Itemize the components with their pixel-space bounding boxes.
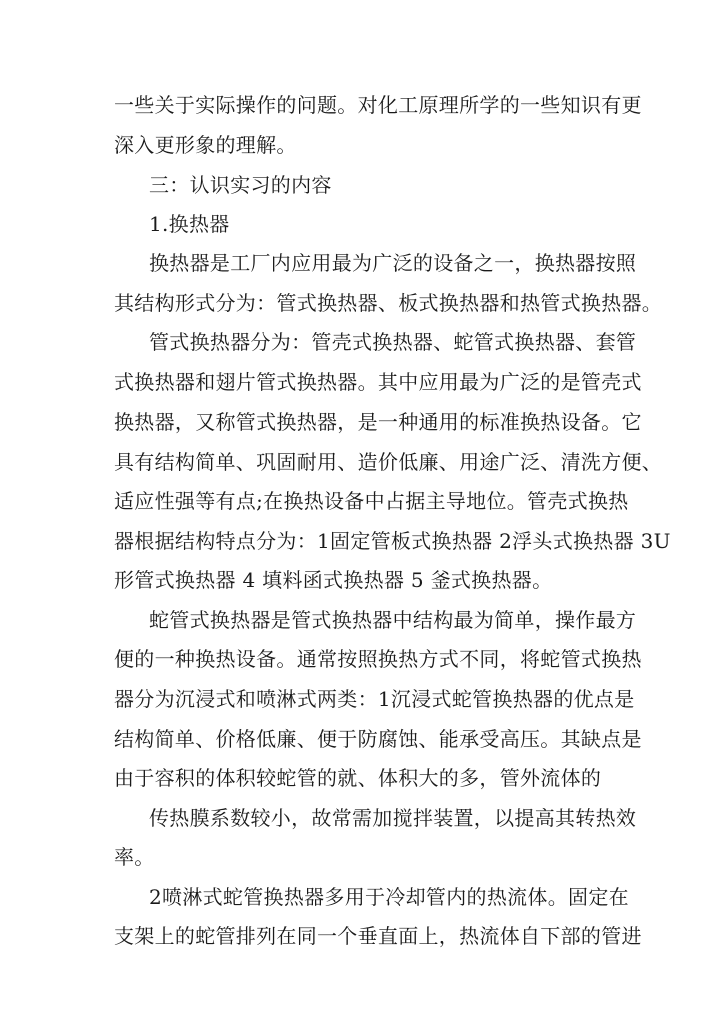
text-line: 2喷淋式蛇管换热器多用于冷却管内的热流体。固定在 [149, 885, 629, 909]
text-line: 具有结构简单、巩固耐用、造价低廉、用途广泛、清洗方便、 [114, 450, 663, 474]
text-line: 一些关于实际操作的问题。对化工原理所学的一些知识有更 [114, 93, 642, 117]
text-line: 支架上的蛇管排列在同一个垂直面上，热流体自下部的管进 [114, 924, 642, 948]
subsection-heading: 1.换热器 [149, 212, 230, 236]
text-line: 形管式换热器 4 填料函式换热器 5 釜式换热器。 [114, 568, 553, 592]
text-line: 管式换热器分为：管壳式换热器、蛇管式换热器、套管 [149, 330, 637, 354]
text-line: 深入更形象的理解。 [114, 133, 297, 157]
text-line: 换热器是工厂内应用最为广泛的设备之一，换热器按照 [149, 251, 637, 275]
text-line: 传热膜系数较小，故常需加搅拌装置，以提高其转热效 [149, 806, 637, 830]
text-line: 率。 [114, 845, 155, 869]
text-line: 器根据结构特点分为：1固定管板式换热器 2浮头式换热器 3U [114, 529, 671, 553]
text-line: 便的一种换热设备。通常按照换热方式不同，将蛇管式换热 [114, 647, 642, 671]
text-line: 适应性强等有点;在换热设备中占据主导地位。管壳式换热 [114, 489, 629, 513]
text-line: 换热器，又称管式换热器，是一种通用的标准换热设备。它 [114, 410, 642, 434]
text-line: 结构简单、价格低廉、便于防腐蚀、能承受高压。其缺点是 [114, 727, 642, 751]
text-line: 其结构形式分为：管式换热器、板式换热器和热管式换热器。 [114, 291, 663, 315]
text-line: 器分为沉浸式和喷淋式两类：1沉浸式蛇管换热器的优点是 [114, 687, 635, 711]
section-heading: 三：认识实习的内容 [149, 173, 332, 197]
text-line: 由于容积的体积较蛇管的就、体积大的多，管外流体的 [114, 766, 602, 790]
text-line: 式换热器和翅片管式换热器。其中应用最为广泛的是管壳式 [114, 370, 642, 394]
text-line: 蛇管式换热器是管式换热器中结构最为简单，操作最方 [149, 608, 637, 632]
